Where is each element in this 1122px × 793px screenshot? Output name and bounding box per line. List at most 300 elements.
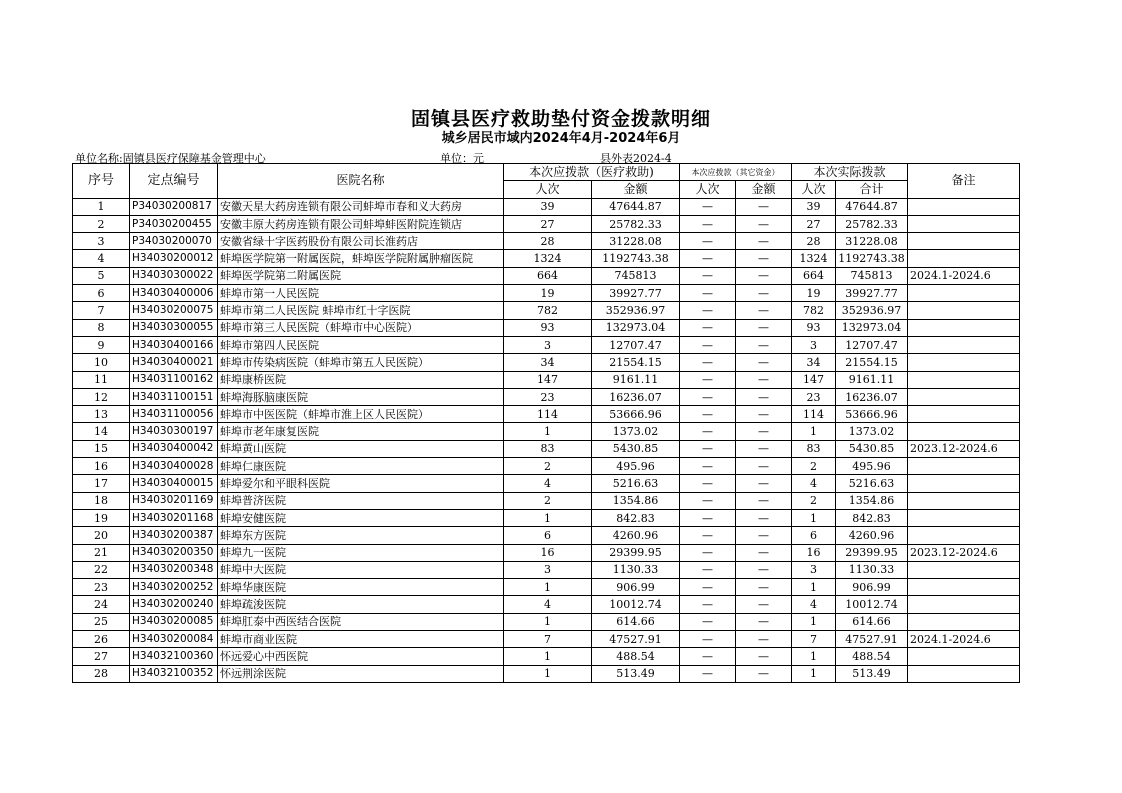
row-seq: 27 [73, 648, 130, 665]
row-seq: 5 [73, 267, 130, 284]
row-medical-persons: 34 [504, 354, 592, 371]
row-hospital-name: 蚌埠普济医院 [218, 492, 504, 509]
row-actual-total: 31228.08 [836, 233, 908, 250]
row-medical-amount: 4260.96 [592, 527, 680, 544]
table-row [73, 665, 1020, 682]
row-seq: 19 [73, 509, 130, 526]
row-other-persons: — [680, 631, 736, 648]
row-actual-total: 9161.11 [836, 371, 908, 388]
row-medical-amount: 9161.11 [592, 371, 680, 388]
row-code: H34032100352 [130, 665, 218, 682]
row-note [908, 198, 1020, 215]
row-hospital-name: 怀远爱心中西医院 [218, 648, 504, 665]
row-hospital-name: 蚌埠市商业医院 [218, 631, 504, 648]
row-actual-persons: 23 [792, 388, 836, 405]
row-seq: 26 [73, 631, 130, 648]
row-code: H34030400021 [130, 354, 218, 371]
col-actual-total-header: 合计 [836, 181, 908, 198]
row-seq: 22 [73, 561, 130, 578]
row-other-persons: — [680, 579, 736, 596]
row-other-persons: — [680, 596, 736, 613]
row-actual-total: 53666.96 [836, 406, 908, 423]
row-medical-amount: 614.66 [592, 613, 680, 630]
row-actual-total: 513.49 [836, 665, 908, 682]
row-code: P34030200817 [130, 198, 218, 215]
row-actual-persons: 4 [792, 475, 836, 492]
row-other-persons: — [680, 371, 736, 388]
row-medical-amount: 1373.02 [592, 423, 680, 440]
row-medical-persons: 147 [504, 371, 592, 388]
col-other-amount-header: 金额 [736, 181, 792, 198]
row-hospital-name: 蚌埠医学院第一附属医院，蚌埠医学院附属肿瘤医院 [218, 250, 504, 267]
row-note [908, 336, 1020, 353]
row-actual-total: 352936.97 [836, 302, 908, 319]
row-hospital-name: 蚌埠市第一人民医院 [218, 285, 504, 302]
col-medical-persons-header: 人次 [504, 181, 592, 198]
row-actual-persons: 28 [792, 233, 836, 250]
row-medical-persons: 3 [504, 561, 592, 578]
row-other-persons: — [680, 440, 736, 457]
row-other-persons: — [680, 336, 736, 353]
table-row [73, 458, 1020, 475]
row-actual-persons: 1 [792, 613, 836, 630]
row-hospital-name: 怀远荆涂医院 [218, 665, 504, 682]
row-code: H34031100151 [130, 388, 218, 405]
col-other-persons-header: 人次 [680, 181, 736, 198]
row-medical-persons: 1 [504, 509, 592, 526]
row-actual-total: 25782.33 [836, 215, 908, 232]
row-medical-amount: 53666.96 [592, 406, 680, 423]
row-other-amount: — [736, 613, 792, 630]
table-row [73, 371, 1020, 388]
table-row [73, 596, 1020, 613]
col-other-funds-header: 本次应拨款（其它资金） [680, 164, 792, 181]
table-row [73, 475, 1020, 492]
row-note [908, 406, 1020, 423]
row-medical-amount: 132973.04 [592, 319, 680, 336]
row-note [908, 579, 1020, 596]
row-code: H34030200387 [130, 527, 218, 544]
row-actual-persons: 34 [792, 354, 836, 371]
row-medical-persons: 19 [504, 285, 592, 302]
row-note [908, 233, 1020, 250]
row-actual-total: 10012.74 [836, 596, 908, 613]
row-actual-persons: 1 [792, 423, 836, 440]
row-code: H34030400028 [130, 458, 218, 475]
col-hospital-header: 医院名称 [218, 164, 504, 199]
row-note [908, 215, 1020, 232]
row-code: H34030200240 [130, 596, 218, 613]
row-other-amount: — [736, 509, 792, 526]
row-other-persons: — [680, 613, 736, 630]
row-note [908, 388, 1020, 405]
row-medical-persons: 27 [504, 215, 592, 232]
row-other-amount: — [736, 458, 792, 475]
page-title: 固镇县医疗救助垫付资金拨款明细 [410, 108, 711, 130]
row-medical-persons: 1 [504, 613, 592, 630]
row-actual-total: 488.54 [836, 648, 908, 665]
table-row [73, 250, 1020, 267]
row-other-amount: — [736, 492, 792, 509]
row-note [908, 561, 1020, 578]
row-hospital-name: 蚌埠市第三人民医院（蚌埠市中心医院） [218, 319, 504, 336]
row-other-amount: — [736, 631, 792, 648]
row-seq: 6 [73, 285, 130, 302]
allocation-table [72, 163, 1020, 683]
col-actual-header: 本次实际拨款 [792, 164, 908, 181]
row-medical-amount: 488.54 [592, 648, 680, 665]
row-actual-total: 39927.77 [836, 285, 908, 302]
row-hospital-name: 安徽丰原大药房连锁有限公司蚌埠蚌医附院连锁店 [218, 215, 504, 232]
row-actual-total: 29399.95 [836, 544, 908, 561]
row-other-amount: — [736, 267, 792, 284]
row-other-amount: — [736, 440, 792, 457]
row-hospital-name: 蚌埠市传染病医院（蚌埠市第五人民医院） [218, 354, 504, 371]
row-actual-persons: 2 [792, 492, 836, 509]
row-hospital-name: 蚌埠爱尔和平眼科医院 [218, 475, 504, 492]
row-medical-amount: 5430.85 [592, 440, 680, 457]
row-actual-persons: 1 [792, 509, 836, 526]
row-actual-persons: 147 [792, 371, 836, 388]
row-actual-total: 16236.07 [836, 388, 908, 405]
col-actual-persons-header: 人次 [792, 181, 836, 198]
row-code: H34030400006 [130, 285, 218, 302]
table-row [73, 423, 1020, 440]
row-actual-persons: 7 [792, 631, 836, 648]
table-row [73, 267, 1020, 284]
row-actual-persons: 3 [792, 561, 836, 578]
row-seq: 15 [73, 440, 130, 457]
row-note [908, 285, 1020, 302]
row-note [908, 458, 1020, 475]
table-row [73, 509, 1020, 526]
row-other-persons: — [680, 544, 736, 561]
row-medical-persons: 1324 [504, 250, 592, 267]
row-other-amount: — [736, 579, 792, 596]
unit-name: 单位名称:固镇县医疗保障基金管理中心 [75, 152, 266, 165]
row-other-amount: — [736, 406, 792, 423]
row-other-amount: — [736, 371, 792, 388]
row-other-persons: — [680, 319, 736, 336]
row-other-amount: — [736, 250, 792, 267]
row-medical-amount: 31228.08 [592, 233, 680, 250]
row-seq: 13 [73, 406, 130, 423]
row-other-amount: — [736, 527, 792, 544]
row-actual-total: 1373.02 [836, 423, 908, 440]
row-actual-total: 1130.33 [836, 561, 908, 578]
row-hospital-name: 蚌埠医学院第二附属医院 [218, 267, 504, 284]
col-code-header: 定点编号 [130, 164, 218, 199]
table-row [73, 440, 1020, 457]
row-seq: 8 [73, 319, 130, 336]
row-hospital-name: 蚌埠市第二人民医院 蚌埠市红十字医院 [218, 302, 504, 319]
table-row [73, 492, 1020, 509]
row-other-persons: — [680, 509, 736, 526]
row-actual-persons: 2 [792, 458, 836, 475]
row-code: H34030400015 [130, 475, 218, 492]
row-hospital-name: 蚌埠安健医院 [218, 509, 504, 526]
row-other-amount: — [736, 423, 792, 440]
row-actual-total: 842.83 [836, 509, 908, 526]
row-actual-persons: 1324 [792, 250, 836, 267]
row-other-persons: — [680, 198, 736, 215]
row-seq: 4 [73, 250, 130, 267]
row-other-amount: — [736, 302, 792, 319]
row-medical-amount: 10012.74 [592, 596, 680, 613]
table-row [73, 388, 1020, 405]
row-medical-amount: 25782.33 [592, 215, 680, 232]
row-hospital-name: 安徽省绿十字医药股份有限公司长淮药店 [218, 233, 504, 250]
row-other-persons: — [680, 527, 736, 544]
row-code: H34031100056 [130, 406, 218, 423]
row-seq: 9 [73, 336, 130, 353]
row-medical-amount: 1192743.38 [592, 250, 680, 267]
row-medical-amount: 47644.87 [592, 198, 680, 215]
row-seq: 20 [73, 527, 130, 544]
row-code: H34030200085 [130, 613, 218, 630]
row-medical-persons: 39 [504, 198, 592, 215]
row-code: P34030200070 [130, 233, 218, 250]
row-medical-amount: 1354.86 [592, 492, 680, 509]
row-medical-amount: 12707.47 [592, 336, 680, 353]
row-medical-persons: 1 [504, 579, 592, 596]
row-seq: 1 [73, 198, 130, 215]
row-code: H34030200012 [130, 250, 218, 267]
row-other-persons: — [680, 302, 736, 319]
row-other-amount: — [736, 285, 792, 302]
row-seq: 25 [73, 613, 130, 630]
row-note [908, 613, 1020, 630]
row-medical-persons: 2 [504, 458, 592, 475]
row-medical-amount: 513.49 [592, 665, 680, 682]
row-actual-persons: 664 [792, 267, 836, 284]
row-hospital-name: 蚌埠东方医院 [218, 527, 504, 544]
row-actual-persons: 16 [792, 544, 836, 561]
row-actual-persons: 1 [792, 665, 836, 682]
row-code: H34030200348 [130, 561, 218, 578]
row-actual-total: 47644.87 [836, 198, 908, 215]
row-note [908, 319, 1020, 336]
row-actual-total: 4260.96 [836, 527, 908, 544]
row-note [908, 475, 1020, 492]
row-code: H34030200084 [130, 631, 218, 648]
row-other-amount: — [736, 475, 792, 492]
row-hospital-name: 蚌埠康桥医院 [218, 371, 504, 388]
table-row [73, 631, 1020, 648]
row-medical-amount: 29399.95 [592, 544, 680, 561]
row-other-amount: — [736, 665, 792, 682]
table-row [73, 579, 1020, 596]
row-medical-persons: 782 [504, 302, 592, 319]
row-medical-amount: 47527.91 [592, 631, 680, 648]
currency-unit: 单位：元 [440, 152, 484, 165]
row-actual-total: 745813 [836, 267, 908, 284]
row-other-persons: — [680, 267, 736, 284]
row-hospital-name: 蚌埠华康医院 [218, 579, 504, 596]
row-seq: 7 [73, 302, 130, 319]
row-note [908, 371, 1020, 388]
row-medical-persons: 93 [504, 319, 592, 336]
row-medical-persons: 4 [504, 475, 592, 492]
row-other-persons: — [680, 354, 736, 371]
row-medical-amount: 352936.97 [592, 302, 680, 319]
row-note [908, 596, 1020, 613]
row-code: H34030300022 [130, 267, 218, 284]
row-actual-persons: 4 [792, 596, 836, 613]
row-hospital-name: 蚌埠市第四人民医院 [218, 336, 504, 353]
row-medical-persons: 16 [504, 544, 592, 561]
row-medical-amount: 39927.77 [592, 285, 680, 302]
row-other-persons: — [680, 285, 736, 302]
row-seq: 18 [73, 492, 130, 509]
row-other-amount: — [736, 354, 792, 371]
row-hospital-name: 蚌埠疏浚医院 [218, 596, 504, 613]
row-actual-persons: 27 [792, 215, 836, 232]
row-seq: 10 [73, 354, 130, 371]
row-code: H34030201168 [130, 509, 218, 526]
row-seq: 23 [73, 579, 130, 596]
row-actual-total: 5216.63 [836, 475, 908, 492]
row-other-persons: — [680, 492, 736, 509]
row-actual-persons: 3 [792, 336, 836, 353]
row-medical-persons: 1 [504, 665, 592, 682]
row-seq: 3 [73, 233, 130, 250]
table-row [73, 527, 1020, 544]
form-number: 县外表2024-4 [600, 152, 672, 165]
table-row [73, 613, 1020, 630]
row-note [908, 423, 1020, 440]
table-row [73, 285, 1020, 302]
row-actual-persons: 1 [792, 579, 836, 596]
row-other-amount: — [736, 561, 792, 578]
table-row [73, 354, 1020, 371]
row-hospital-name: 蚌埠九一医院 [218, 544, 504, 561]
row-other-persons: — [680, 648, 736, 665]
row-actual-total: 21554.15 [836, 354, 908, 371]
table-row [73, 319, 1020, 336]
row-medical-persons: 1 [504, 648, 592, 665]
row-medical-amount: 21554.15 [592, 354, 680, 371]
row-note [908, 302, 1020, 319]
row-code: H34030300197 [130, 423, 218, 440]
row-medical-persons: 2 [504, 492, 592, 509]
row-seq: 14 [73, 423, 130, 440]
row-medical-amount: 5216.63 [592, 475, 680, 492]
row-seq: 24 [73, 596, 130, 613]
row-actual-total: 12707.47 [836, 336, 908, 353]
row-hospital-name: 蚌埠海豚脑康医院 [218, 388, 504, 405]
row-other-amount: — [736, 198, 792, 215]
row-code: H34030400042 [130, 440, 218, 457]
table-row [73, 233, 1020, 250]
row-note [908, 527, 1020, 544]
row-seq: 2 [73, 215, 130, 232]
row-medical-amount: 745813 [592, 267, 680, 284]
row-seq: 12 [73, 388, 130, 405]
row-actual-persons: 39 [792, 198, 836, 215]
row-other-amount: — [736, 648, 792, 665]
row-code: H34030300055 [130, 319, 218, 336]
row-actual-total: 47527.91 [836, 631, 908, 648]
row-medical-amount: 906.99 [592, 579, 680, 596]
row-medical-persons: 114 [504, 406, 592, 423]
row-hospital-name: 蚌埠中大医院 [218, 561, 504, 578]
table-row [73, 198, 1020, 215]
row-actual-total: 495.96 [836, 458, 908, 475]
table-body [73, 198, 1020, 682]
row-medical-persons: 3 [504, 336, 592, 353]
row-seq: 11 [73, 371, 130, 388]
table-row [73, 648, 1020, 665]
row-other-persons: — [680, 388, 736, 405]
row-actual-total: 1192743.38 [836, 250, 908, 267]
row-code: H34030201169 [130, 492, 218, 509]
col-medical-amount-header: 金额 [592, 181, 680, 198]
row-actual-total: 5430.85 [836, 440, 908, 457]
row-other-amount: — [736, 544, 792, 561]
row-code: H34030200252 [130, 579, 218, 596]
row-note: 2024.1-2024.6 [908, 267, 1020, 284]
row-hospital-name: 蚌埠市中医医院（蚌埠市淮上区人民医院） [218, 406, 504, 423]
row-seq: 28 [73, 665, 130, 682]
row-code: H34030400166 [130, 336, 218, 353]
row-seq: 16 [73, 458, 130, 475]
row-note: 2024.1-2024.6 [908, 631, 1020, 648]
row-note [908, 250, 1020, 267]
row-hospital-name: 蚌埠仁康医院 [218, 458, 504, 475]
row-actual-persons: 1 [792, 648, 836, 665]
row-code: H34031100162 [130, 371, 218, 388]
row-medical-amount: 842.83 [592, 509, 680, 526]
row-other-amount: — [736, 388, 792, 405]
table-header [73, 164, 1020, 199]
row-other-persons: — [680, 406, 736, 423]
row-actual-persons: 114 [792, 406, 836, 423]
row-other-persons: — [680, 475, 736, 492]
row-actual-total: 906.99 [836, 579, 908, 596]
row-other-persons: — [680, 665, 736, 682]
row-note: 2023.12-2024.6 [908, 544, 1020, 561]
col-note-header: 备注 [908, 164, 1020, 199]
row-medical-persons: 6 [504, 527, 592, 544]
row-note [908, 354, 1020, 371]
row-actual-persons: 782 [792, 302, 836, 319]
row-actual-total: 132973.04 [836, 319, 908, 336]
row-medical-persons: 23 [504, 388, 592, 405]
row-medical-amount: 16236.07 [592, 388, 680, 405]
table-row [73, 302, 1020, 319]
row-other-persons: — [680, 458, 736, 475]
row-medical-persons: 83 [504, 440, 592, 457]
row-other-amount: — [736, 319, 792, 336]
row-other-persons: — [680, 561, 736, 578]
row-medical-amount: 1130.33 [592, 561, 680, 578]
row-actual-persons: 19 [792, 285, 836, 302]
table-row [73, 215, 1020, 232]
row-code: H34030200075 [130, 302, 218, 319]
row-code: P34030200455 [130, 215, 218, 232]
table-row [73, 561, 1020, 578]
row-hospital-name: 蚌埠市老年康复医院 [218, 423, 504, 440]
row-other-amount: — [736, 233, 792, 250]
row-note [908, 492, 1020, 509]
page-subtitle: 城乡居民市域内2024年4月-2024年6月 [441, 131, 681, 146]
row-code: H34032100360 [130, 648, 218, 665]
row-medical-persons: 7 [504, 631, 592, 648]
row-note: 2023.12-2024.6 [908, 440, 1020, 457]
row-actual-total: 614.66 [836, 613, 908, 630]
row-actual-persons: 6 [792, 527, 836, 544]
